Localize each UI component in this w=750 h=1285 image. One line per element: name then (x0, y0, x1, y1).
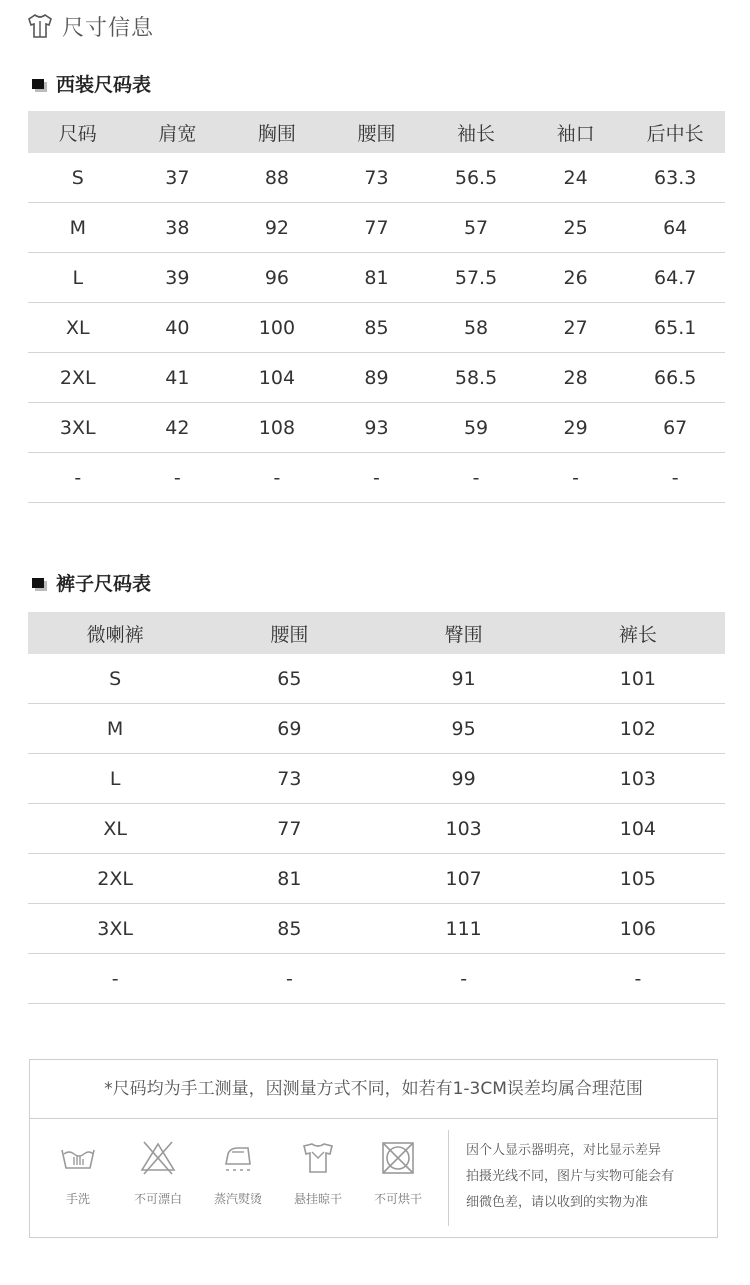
table-cell: 67 (625, 403, 725, 453)
column-header: 肩宽 (128, 111, 228, 153)
table-cell: 103 (377, 804, 551, 854)
table-row (28, 203, 725, 253)
table-cell: 40 (128, 303, 228, 353)
table-cell: 59 (426, 403, 526, 453)
table-cell: 57.5 (426, 253, 526, 303)
table-cell: 89 (327, 353, 427, 403)
table-cell: 99 (377, 754, 551, 804)
table-cell: 38 (128, 203, 228, 253)
table-cell: - (128, 453, 228, 503)
care-item-hang-dry: 悬挂晾干 (278, 1118, 358, 1238)
table-cell: 105 (551, 854, 725, 904)
table-row (28, 153, 725, 203)
divider (448, 1130, 449, 1226)
table-cell: 27 (526, 303, 626, 353)
table-cell: - (327, 453, 427, 503)
table-cell: 2XL (28, 854, 202, 904)
table-cell: - (227, 453, 327, 503)
care-instructions (30, 1118, 458, 1238)
measure-note: *尺码均为手工测量，因测量方式不同，如若有1-3CM误差均属合理范围 (30, 1060, 717, 1119)
table-cell: 2XL (28, 353, 128, 403)
table-cell: 56.5 (426, 153, 526, 203)
table-cell: 77 (202, 804, 376, 854)
shirt-icon (26, 13, 54, 39)
table-cell: 37 (128, 153, 228, 203)
table-cell: 58 (426, 303, 526, 353)
table-cell: 91 (377, 654, 551, 704)
table-cell: 28 (526, 353, 626, 403)
table-cell: - (202, 954, 376, 1004)
table-row (28, 804, 725, 854)
table-cell: L (28, 253, 128, 303)
table-cell: S (28, 654, 202, 704)
page-title: 尺寸信息 (62, 15, 155, 41)
column-header: 腰围 (202, 612, 376, 654)
table-row (28, 754, 725, 804)
column-header: 裤长 (551, 612, 725, 654)
table-cell: 81 (327, 253, 427, 303)
table-cell: 69 (202, 704, 376, 754)
column-header: 尺码 (28, 111, 128, 153)
table-row (28, 453, 725, 503)
color-disclaimer: 因个人显示器明亮，对比显示差异 拍摄光线不同，图片与实物可能会有 细微色差，请以收到的实物为准 (466, 1143, 675, 1210)
table-cell: 106 (551, 904, 725, 954)
table-cell: 85 (327, 303, 427, 353)
table-cell: XL (28, 303, 128, 353)
table-cell: S (28, 153, 128, 203)
column-header: 后中长 (625, 111, 725, 153)
table-cell: 96 (227, 253, 327, 303)
suit-size-table (28, 111, 725, 503)
table-cell: 42 (128, 403, 228, 453)
table-cell: 3XL (28, 904, 202, 954)
table-cell: 104 (227, 353, 327, 403)
hand-wash-icon (58, 1138, 98, 1178)
table-cell: 63.3 (625, 153, 725, 203)
suit-section-title: 西装尺码表 (32, 70, 151, 97)
table-cell: 92 (227, 203, 327, 253)
table-cell: 41 (128, 353, 228, 403)
hang-dry-icon (298, 1138, 338, 1178)
table-cell: 107 (377, 854, 551, 904)
table-cell: - (551, 954, 725, 1004)
table-cell: 39 (128, 253, 228, 303)
table-row (28, 303, 725, 353)
table-cell: 29 (526, 403, 626, 453)
care-item-no-tumble-dry: 不可烘干 (358, 1118, 438, 1238)
table-row (28, 954, 725, 1004)
table-cell: - (28, 453, 128, 503)
table-cell: 58.5 (426, 353, 526, 403)
table-cell: 111 (377, 904, 551, 954)
no-tumble-dry-icon (378, 1138, 418, 1178)
notes-box (29, 1059, 718, 1238)
pants-size-table (28, 612, 725, 1004)
table-row (28, 854, 725, 904)
table-cell: - (426, 453, 526, 503)
table-cell: - (377, 954, 551, 1004)
table-cell: M (28, 203, 128, 253)
column-header: 腰围 (327, 111, 427, 153)
table-cell: 73 (327, 153, 427, 203)
table-row (28, 403, 725, 453)
table-cell: L (28, 754, 202, 804)
table-cell: 24 (526, 153, 626, 203)
table-cell: 95 (377, 704, 551, 754)
table-cell: 108 (227, 403, 327, 453)
table-cell: 81 (202, 854, 376, 904)
table-cell: 64 (625, 203, 725, 253)
table-cell: 66.5 (625, 353, 725, 403)
table-cell: 26 (526, 253, 626, 303)
table-cell: - (625, 453, 725, 503)
table-cell: 102 (551, 704, 725, 754)
table-cell: 88 (227, 153, 327, 203)
column-header: 胸围 (227, 111, 327, 153)
care-item-no-bleach: 不可漂白 (118, 1118, 198, 1238)
table-cell: 64.7 (625, 253, 725, 303)
table-cell: 57 (426, 203, 526, 253)
steam-iron-icon (218, 1138, 258, 1178)
bullet-icon (32, 578, 44, 588)
table-cell: 85 (202, 904, 376, 954)
table-row (28, 253, 725, 303)
table-cell: - (28, 954, 202, 1004)
pants-section-title: 裤子尺码表 (32, 569, 151, 596)
table-cell: XL (28, 804, 202, 854)
table-row (28, 353, 725, 403)
care-item-steam-iron: 蒸汽熨烫 (198, 1118, 278, 1238)
table-cell: 100 (227, 303, 327, 353)
table-cell: 25 (526, 203, 626, 253)
table-cell: 77 (327, 203, 427, 253)
table-cell: 93 (327, 403, 427, 453)
column-header: 微喇裤 (28, 612, 202, 654)
column-header: 袖长 (426, 111, 526, 153)
care-item-hand-wash: 手洗 (38, 1118, 118, 1238)
table-row (28, 904, 725, 954)
table-cell: - (526, 453, 626, 503)
table-cell: 3XL (28, 403, 128, 453)
table-cell: 101 (551, 654, 725, 704)
table-cell: 104 (551, 804, 725, 854)
table-row (28, 704, 725, 754)
table-cell: M (28, 704, 202, 754)
table-row (28, 654, 725, 704)
table-cell: 103 (551, 754, 725, 804)
column-header: 臀围 (377, 612, 551, 654)
table-cell: 65 (202, 654, 376, 704)
column-header: 袖口 (526, 111, 626, 153)
table-cell: 65.1 (625, 303, 725, 353)
bullet-icon (32, 79, 44, 89)
table-cell: 73 (202, 754, 376, 804)
no-bleach-icon (138, 1138, 178, 1178)
page-header (26, 10, 154, 42)
